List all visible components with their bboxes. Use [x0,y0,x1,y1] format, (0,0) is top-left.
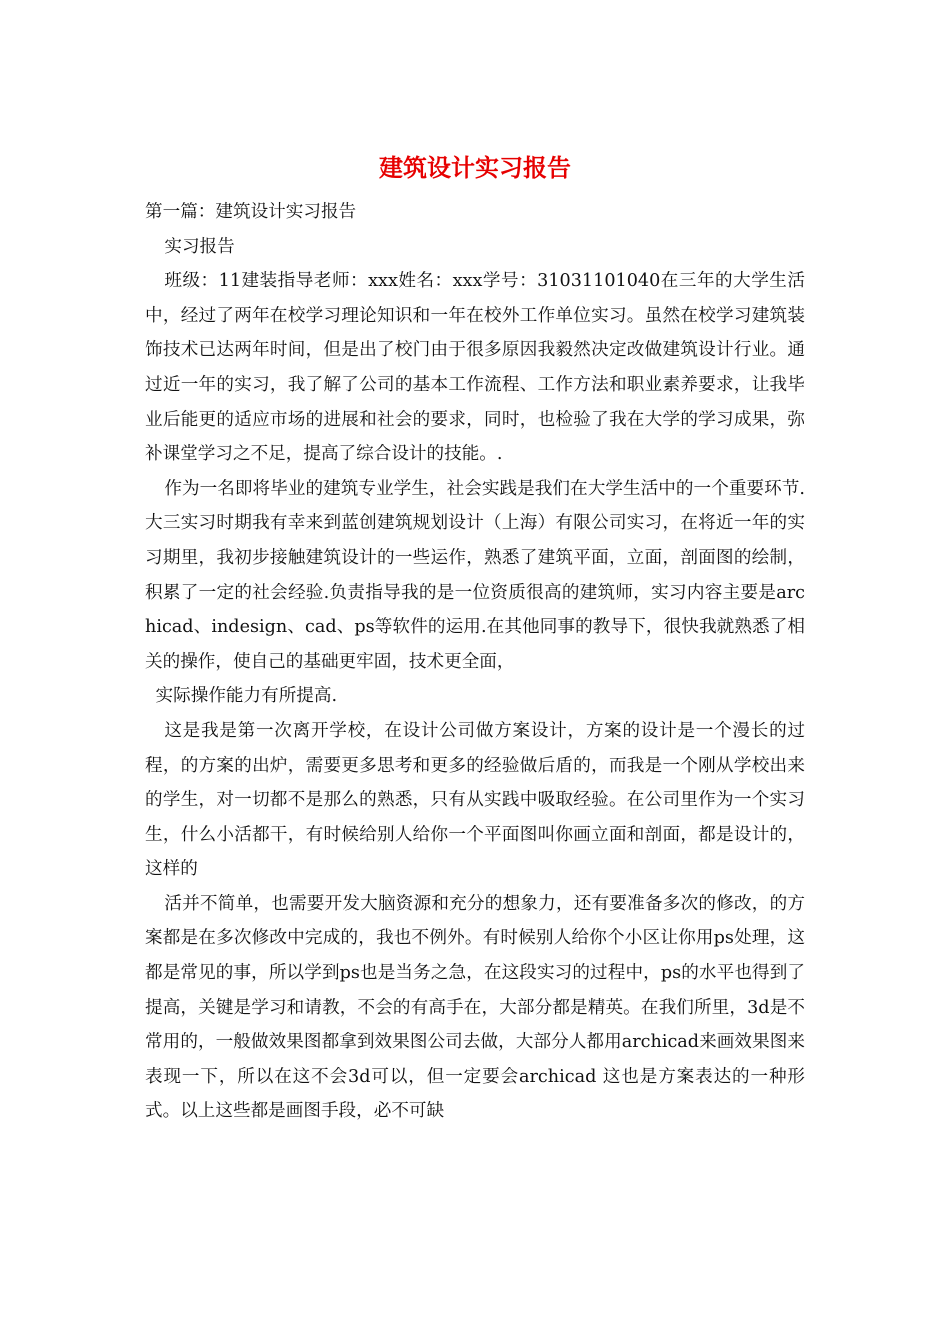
paragraph: 这是我是第一次离开学校，在设计公司做方案设计，方案的设计是一个漫长的过程，的方案的出炉，需要更多思考和更多的经验做后盾的，而我是一个刚从学校出来的学生，对一切都不是那么的熟悉，只有从实践中吸取经验。在公司里作为一个实习生，什么小活都干，有时候给别人给你一个平面图叫你画立面和剖面，都是设计的，这样的 [145,720,805,880]
subheading: 实习报告 [164,236,235,257]
paragraph: 作为一名即将毕业的建筑专业学生，社会实践是我们在大学生活中的一个重要环节.大三实习时期我有幸来到蓝创建筑规划设计（上海）有限公司实习，在将近一年的实习期里，我初步接触建筑设计的一些运作，熟悉了建筑平面，立面，剖面图的绘制，积累了一定的社会经验.负责指导我的是一位资质很高的建筑师，实习内容主要是archicad、indesign、cad、ps等软件的运用.在其他同事的教导下，很快我就熟悉了相关的操作，使自己的基础更牢固，技术更全面， [145,478,805,672]
paragraph: 班级：11建装指导老师：xxx姓名：xxx学号：31031101040在三年的大学生活中，经过了两年在校学习理论知识和一年在校外工作单位实习。虽然在校学习建筑装饰技术已达两年时间，但是出了校门由于很多原因我毅然决定改做建筑设计行业。通过近一年的实习，我了解了公司的基本工作流程、工作方法和职业素养要求，让我毕业后能更的适应市场的进展和社会的要求，同时，也检验了我在大学的学习成果，弥补课堂学习之不足，提高了综合设计的技能。. [145,271,805,465]
paragraph: 实际操作能力有所提高. [155,686,338,707]
document-body [145,195,805,1129]
paragraph: 活并不简单，也需要开发大脑资源和充分的想象力，还有要准备多次的修改，的方案都是在多次修改中完成的，我也不例外。有时候别人给你个小区让你用ps处理，这都是常见的事，所以学到ps也是当务之急，在这段实习的过程中，ps的水平也得到了提高，关键是学习和请教，不会的有高手在，大部分都是精英。在我们所里，3d是不常用的，一般做效果图都拿到效果图公司去做，大部分人都用archicad来画效果图来表现一下，所以在这不会3d可以，但一定要会archicad 这也是方案表达的一种形式。以上这些都是画图手段，必不可缺 [145,893,805,1122]
section-heading: 第一篇：建筑设计实习报告 [145,202,357,222]
document-title: 建筑设计实习报告 [379,153,571,182]
